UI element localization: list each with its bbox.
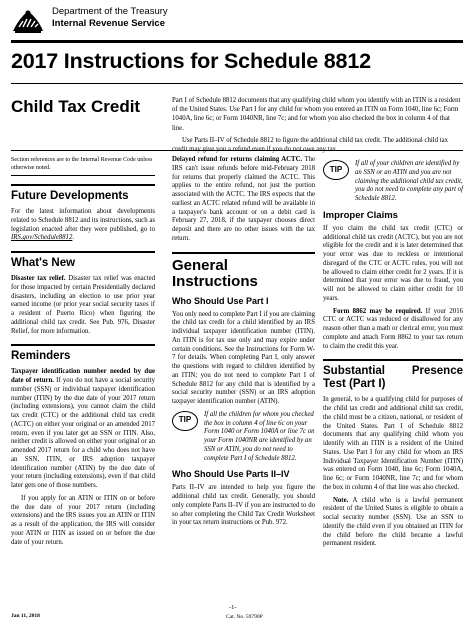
document-title: 2017 Instructions for Schedule 8812 (11, 49, 371, 73)
footer-catalog-number: Cat. No. 59790P (226, 614, 263, 620)
tin-needed-text: If you do not have a social security number (SSN) or individual taxpayer identification number (ITIN) by the due date of your 2017 return (including extensions), you cannot claim the child tax credit (CTC) or the additional child tax credit (ACTC) on either your original or an amended 2017 return, even if you later get an SSN or ITIN. Also, neither credit is allowed on either your original or an amended 2017 return for a child who does not have an SSN, ITIN, or IRS adoption taxpayer identification number (ATIN) by the due date of your return (including extensions), even if that child later gets one of those numbers. (11, 377, 155, 489)
intro-paragraph: Use Parts II–IV of Schedule 8812 to figure the additional child tax credit. The additional child tax (182, 136, 449, 144)
form-8862-paragraph (323, 308, 463, 352)
disaster-relief-label: Disaster tax relief. (11, 275, 66, 282)
future-paragraph (11, 208, 155, 243)
top-rule (11, 40, 463, 43)
future-end: . (72, 234, 75, 242)
tin-needed-label: Taxpayer identification number needed by due date of return. (11, 368, 155, 384)
note-text: A child who is a lawful permanent resident of the United States is eligible to obtain a social security number (SSN). Use an SSN to identify the child even if you obtained an ITIN for the child before the child became a lawful permanent resident. (323, 496, 463, 548)
footer-date: Jan 11, 2018 (11, 613, 40, 619)
heading-future-developments: Future Developments (11, 184, 155, 203)
improper-claims-paragraph: If you claim the child tax credit (CTC) or additional child tax credit (ACTC), but you are not eligible for the credit and it is later determined that your error was due to reckless or intentional disregard of the CTC or ACTC rules, you will not be allowed to claim either credit for 2 years. If it is determined that your error was due to fraud, you will not be allowed to claim either credit for 10 years. (323, 224, 463, 302)
parts-2-4-paragraph: Parts II–IV are intended to help you figure the additional child tax credit. Generally, you should only complete Parts II–IV if you are instructed to do so after completing the Child Tax Credit Worksheet in your tax return instructions or Pub. 972. (172, 484, 315, 527)
disaster-relief-text: Disaster tax relief was enacted for those impacted by certain Presidentially declared disasters, including an election to use prior year earned income (or prior year social security taxes if a resident of Puerto Rico) when figuring the additional child tax credit. See Pub. 976, Disaster Relief, for more information. (11, 275, 155, 335)
column-2 (172, 156, 315, 532)
heading-reminders: Reminders (11, 344, 155, 363)
form-8862-text: If your 2016 CTC or ACTC was reduced or disallowed for any reason other than a math or clerical error, you must complete and attach Form 8862 to your tax return to claim the credit this year. (323, 307, 463, 350)
note-paragraph (323, 497, 463, 550)
title-rule (11, 83, 463, 84)
reminders-paragraph-2: If you apply for an ATIN or ITIN on or before the due date of your 2017 return (including extensions) and the IRS issues you an ATIN or ITIN as a result of the application, the IRS will consider your ATIN or ITIN as issued on or before the due date of your return. (11, 494, 155, 546)
delayed-refund-text: The IRS can't issue refunds before mid-February 2018 for returns that properly claimed the ACTC. This applies to the entire refund, not just the portion associated with the ACTC. The IRS expects that the earliest an ACTC related refund will be available in a taxpayer's bank account or on a debit card is February 27, 2018, if the taxpayer chooses direct deposit and there are no other issues with the tax return. (172, 156, 315, 242)
tip-box (323, 160, 463, 204)
column-3 (323, 156, 463, 553)
heading-general-instructions: General Instructions (172, 252, 315, 290)
tip-icon: TIP (323, 160, 349, 180)
future-text: For the latest information about developments related to Schedule 8812 and its instructions, such as legislation enacted after they were published, go to (11, 208, 155, 233)
intro-paragraph: Part I of Schedule 8812 documents that any qualifying child whom you identify with an ITIN is a resident of the United States. Use Part I for any child for whom you entered an ITIN on Form 1040, line 6c; Form 1040A, line 6c; or Form 1040NR, line 7c; and for whom you also checked the box in column 4 of that line. (172, 97, 461, 132)
whats-new-paragraph (11, 275, 155, 336)
tip-text: If all of your children are identified by an SSN or an ATIN and you are not claiming the additional child tax credit, you do not need to complete any part of Schedule 8812. (355, 160, 463, 202)
tip-text: If all the children for whom you checked the box in column 4 of line 6c on your Form 1040 or Form 1040A or line 7c on your Form 1040NR are identified by an SSN or ATIN, you do not need to complete Part I of Schedule 8812. (204, 410, 315, 462)
part-1-paragraph: You only need to complete Part I if you are claiming the child tax credit for a child identified by an IRS individual taxpayer identification number (ITIN). An ITIN is for tax use only and may expire under certain conditions. See the Instructions for Form W-7 for details. When completing Part I, only answer the questions with regard to children identified by an ITIN; you do not need to complete Part I of Schedule 8812 for any child that is identified by a social security number (SSN) or an IRS adoption taxpayer identification number (ATIN). (172, 310, 315, 405)
note-label: Note. (333, 496, 349, 504)
form-8862-label: Form 8862 may be required. (333, 307, 423, 315)
column-1 (11, 156, 155, 551)
section-note: Section references are to the Internal Revenue Code unless otherwise noted. (11, 156, 155, 176)
footer-page-number: -1- (229, 604, 237, 611)
substantial-presence-paragraph: In general, to be a qualifying child for purposes of the child tax credit and additional child tax credit, the child must be a citizen, national, or resident of the United States. Part I of Schedule 8812 documents that any qualifying child whom you identify with an ITIN is a resident of the United States. Use Part I for any child for whom an IRS Individual Taxpayer Identification Number (ITIN) was entered on Form 1040, line 6c; Form 1040A, line 6c; or Form 1040NR, line 7c; and for whom the box in column 4 of that line was also checked. (323, 396, 463, 491)
tip-icon: TIP (172, 411, 198, 431)
heading-who-should-use-part-1: Who Should Use Part I (172, 295, 269, 306)
intro-rule (11, 150, 463, 151)
department-name: Department of the Treasury (52, 6, 168, 17)
schedule-8812-link[interactable]: IRS.gov/Schedule8812 (11, 234, 73, 242)
heading-substantial-presence: Substantial Presence Test (Part I) (323, 359, 463, 391)
delayed-refund-paragraph (172, 156, 315, 244)
tip-box (172, 411, 315, 464)
agency-header (52, 6, 168, 29)
delayed-refund-label: Delayed refund for returns claiming ACTC. (172, 156, 303, 163)
heading-who-should-use-parts-2-4: Who Should Use Parts II–IV (172, 469, 290, 480)
document-subtitle: Child Tax Credit (11, 97, 141, 116)
agency-name: Internal Revenue Service (52, 17, 165, 29)
intro-text (172, 96, 463, 157)
heading-whats-new: What's New (11, 251, 155, 270)
reminders-paragraph (11, 368, 155, 491)
irs-eagle-logo-icon (11, 5, 45, 35)
heading-improper-claims: Improper Claims (323, 209, 398, 221)
